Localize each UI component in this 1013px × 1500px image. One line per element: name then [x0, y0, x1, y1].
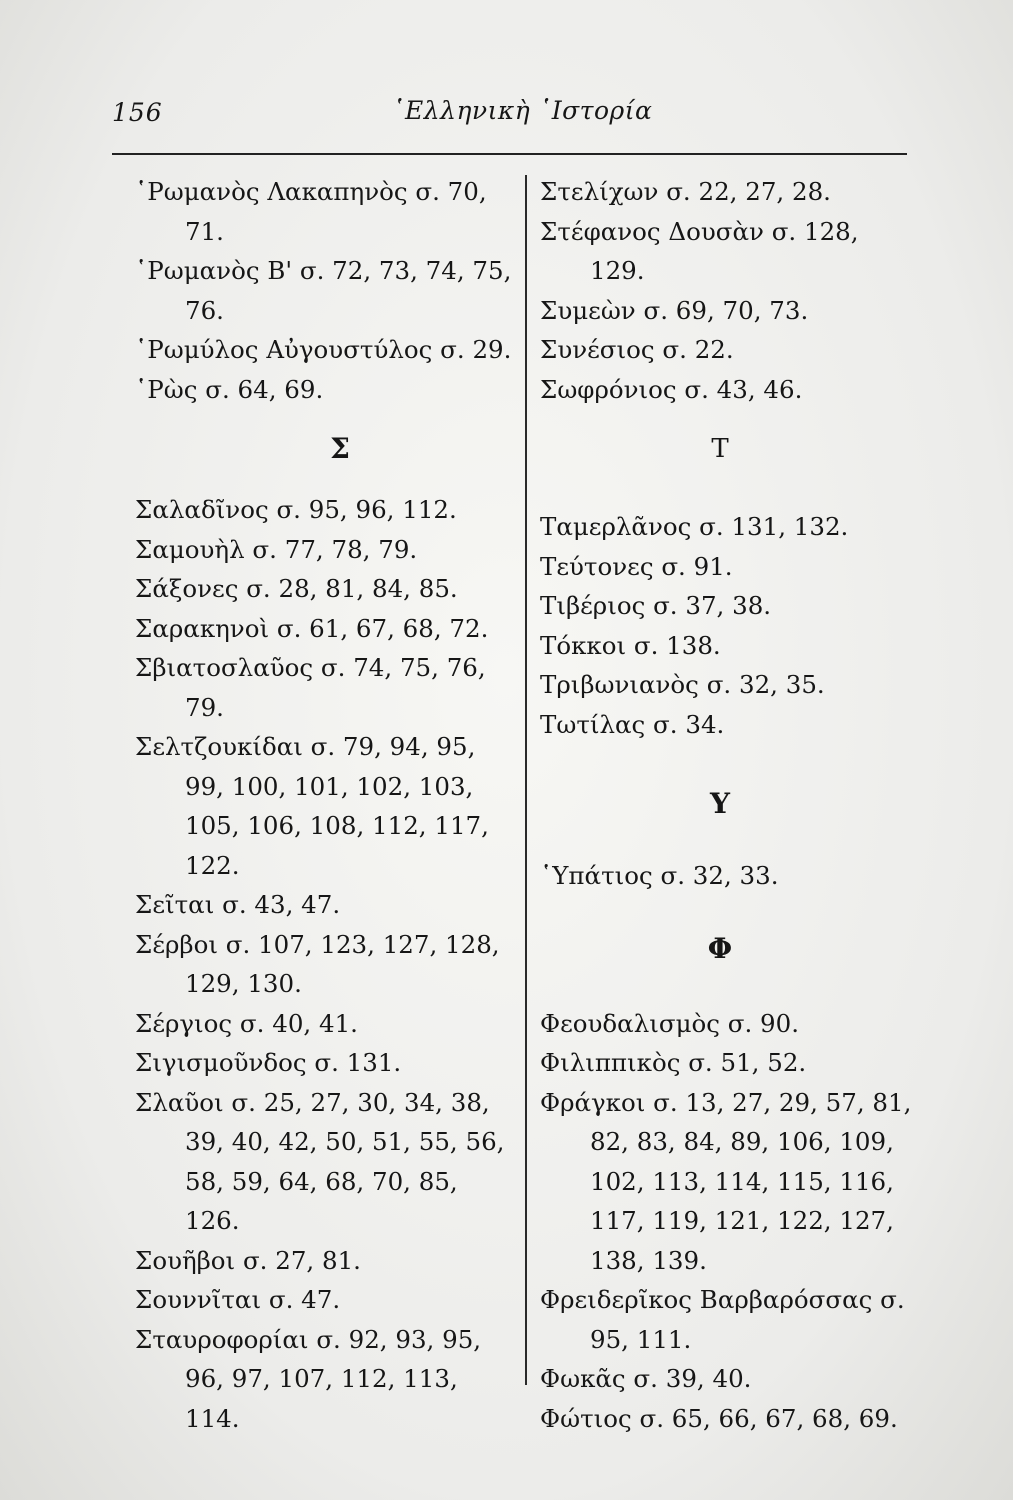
index-entry: Τιβέριος σ. 37, 38. [540, 591, 772, 620]
index-entry: Ταμερλᾶνος σ. 131, 132. [540, 512, 849, 541]
column-divider [525, 175, 527, 1385]
index-entry: ῾Υπάτιος σ. 32, 33. [540, 861, 779, 890]
index-entry: Τόκκοι σ. 138. [540, 630, 721, 660]
index-entry: Φράγκοι σ. 13, 27, 29, 57, 81, 82, 83, 84, 89, 106, 109, 102, 113, 114, 115, 116, 117, 119, 121, 122, 127, 138, 139. [540, 1087, 912, 1275]
index-group-rho [135, 172, 515, 409]
index-entry: Φεουδαλισμὸς σ. 90. [540, 1008, 800, 1038]
index-entry: Φωκᾶς σ. 39, 40. [540, 1364, 752, 1393]
index-entry: Τριβωνιανὸς σ. 32, 35. [540, 670, 825, 699]
index-entry: Σουῆβοι σ. 27, 81. [135, 1245, 361, 1275]
section-heading-tau: Τ [711, 434, 729, 464]
index-entry: Σάξονες σ. 28, 81, 84, 85. [135, 574, 458, 603]
index-group-phi [540, 1004, 920, 1439]
section-heading-phi: Φ [707, 931, 733, 965]
index-entry: Φώτιος σ. 65, 66, 67, 68, 69. [540, 1403, 898, 1433]
index-column-left [135, 172, 515, 1438]
index-entry: Στελίχων σ. 22, 27, 28. [540, 177, 831, 206]
index-column-right [540, 172, 920, 1438]
index-group-tau [540, 507, 920, 744]
index-group-sigma-continued [540, 172, 920, 409]
index-entry: ῾Ρωμανὸς Β' σ. 72, 73, 74, 75, 76. [135, 256, 512, 325]
page-header [112, 96, 907, 140]
index-entry: Σταυροφορίαι σ. 92, 93, 95, 96, 97, 107, 112, 113, 114. [135, 1324, 482, 1433]
index-entry: Σέργιος σ. 40, 41. [135, 1008, 358, 1038]
index-entry: Σιγισμοῦνδος σ. 131. [135, 1048, 402, 1077]
index-entry: Σβιατοσλαῦος σ. 74, 75, 76, 79. [135, 653, 486, 722]
index-entry: ῾Ρωμύλος Αὐγουστύλος σ. 29. [135, 335, 512, 364]
index-entry: Σελτζουκίδαι σ. 79, 94, 95, 99, 100, 101, 102, 103, 105, 106, 108, 112, 117, 122. [135, 732, 489, 880]
running-title: ῾Ελληνικὴ ῾Ιστορία [392, 96, 653, 125]
index-entry: Σλαῦοι σ. 25, 27, 30, 34, 38, 39, 40, 42, 50, 51, 55, 56, 58, 59, 64, 68, 70, 85, 126. [135, 1087, 505, 1235]
section-heading-sigma: Σ [330, 432, 350, 465]
index-entry: Συμεὼν σ. 69, 70, 73. [540, 295, 809, 325]
section-heading-upsilon: Υ [710, 787, 730, 820]
index-entry: Τεύτονες σ. 91. [540, 551, 733, 581]
index-entry: Σέρβοι σ. 107, 123, 127, 128, 129, 130. [135, 929, 500, 998]
index-entry: Σαρακηνοὶ σ. 61, 67, 68, 72. [135, 613, 489, 643]
index-entry: Σουννῖται σ. 47. [135, 1285, 341, 1314]
index-entry: Σεῖται σ. 43, 47. [135, 890, 341, 919]
index-entry: Συνέσιος σ. 22. [540, 335, 734, 364]
index-entry: Σαλαδῖνος σ. 95, 96, 112. [135, 495, 457, 524]
header-rule [112, 153, 907, 155]
index-entry: Σαμουὴλ σ. 77, 78, 79. [135, 534, 418, 564]
index-group-sigma [135, 490, 515, 1438]
index-entry: Φιλιππικὸς σ. 51, 52. [540, 1048, 807, 1077]
index-entry: ῾Ρωμανὸς Λακαπηνὸς σ. 70, 71. [135, 177, 487, 246]
index-entry: Τωτίλας σ. 34. [540, 709, 725, 739]
index-group-upsilon [540, 856, 920, 896]
index-entry: Σωφρόνιος σ. 43, 46. [540, 374, 803, 404]
index-entry: Στέφανος Δουσὰν σ. 128, 129. [540, 216, 859, 285]
index-entry: ῾Ρὼς σ. 64, 69. [135, 374, 324, 404]
page-number: 156 [112, 98, 163, 127]
index-entry: Φρειδερῖκος Βαρβαρόσσας σ. 95, 111. [540, 1285, 905, 1354]
